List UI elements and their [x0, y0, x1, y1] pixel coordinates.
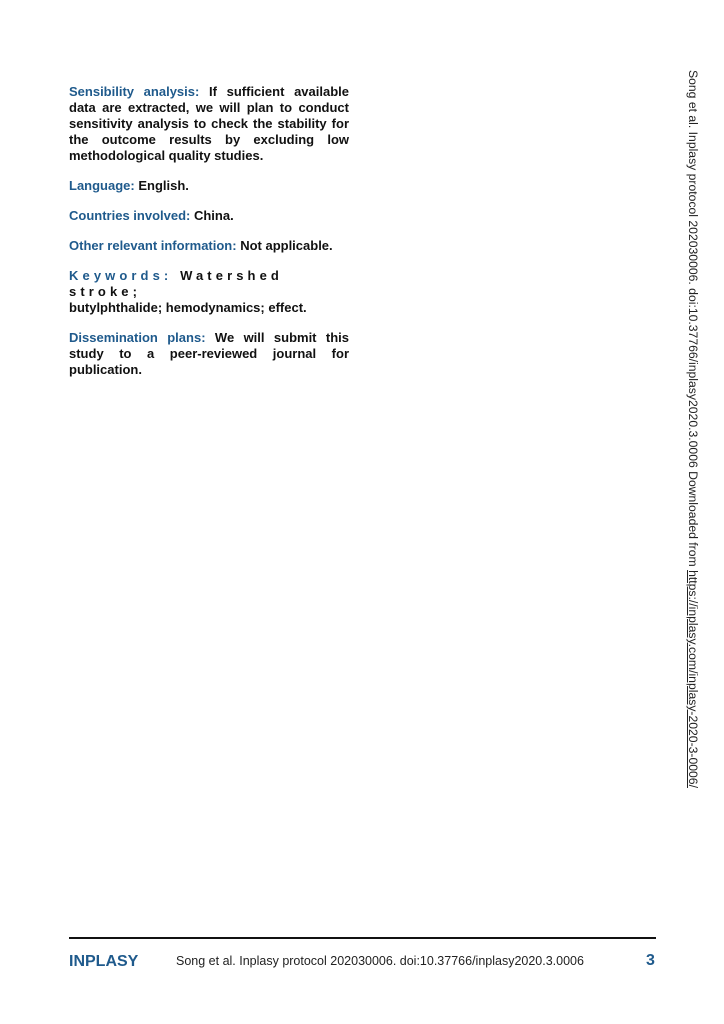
- footer-citation: Song et al. Inplasy protocol 202030006. doi:10.37766/inplasy2020.3.0006: [176, 954, 584, 968]
- countries-paragraph: [69, 208, 349, 224]
- side-margin: [686, 70, 701, 788]
- keywords-label: Keywords:: [69, 268, 173, 283]
- countries-label: Countries involved:: [69, 208, 191, 223]
- dissemination-text: We will submit this study to a peer-reviewed journal for publication.: [69, 330, 350, 377]
- other-info-paragraph: [69, 238, 349, 254]
- language-label: Language:: [69, 178, 135, 193]
- language-paragraph: [69, 178, 349, 194]
- page-number: 3: [646, 952, 655, 969]
- countries-text: China.: [190, 208, 234, 223]
- dissemination-paragraph: [69, 330, 349, 378]
- footer-divider: [69, 937, 656, 939]
- sensibility-analysis-text: If sufficient available data are extracted, we will plan to conduct sensitivity analysis to check the stability for the outcome results by excluding low methodological quality studies.: [69, 84, 349, 163]
- keywords-text: butylphthalide; hemodynamics; effect.: [69, 300, 307, 315]
- other-info-label: Other relevant information:: [69, 238, 237, 253]
- other-info-text: Not applicable.: [236, 238, 333, 253]
- dissemination-label: Dissemination plans:: [69, 330, 206, 345]
- keywords-paragraph: [69, 268, 349, 316]
- sensibility-analysis-label: Sensibility analysis:: [69, 84, 200, 99]
- language-text: English.: [134, 178, 189, 193]
- keywords-lead: Watershed stroke;: [69, 268, 283, 299]
- download-link[interactable]: https://inplasy.com/inplasy-2020-3-0006/: [686, 570, 700, 788]
- brand-logo: INPLASY: [69, 953, 139, 970]
- side-citation: [686, 70, 700, 788]
- side-citation-text: Song et al. Inplasy protocol 202030006. doi:10.37766/inplasy2020.3.0006 Downloaded from: [686, 70, 700, 571]
- main-column: [69, 84, 349, 392]
- sensibility-analysis-paragraph: [69, 84, 349, 164]
